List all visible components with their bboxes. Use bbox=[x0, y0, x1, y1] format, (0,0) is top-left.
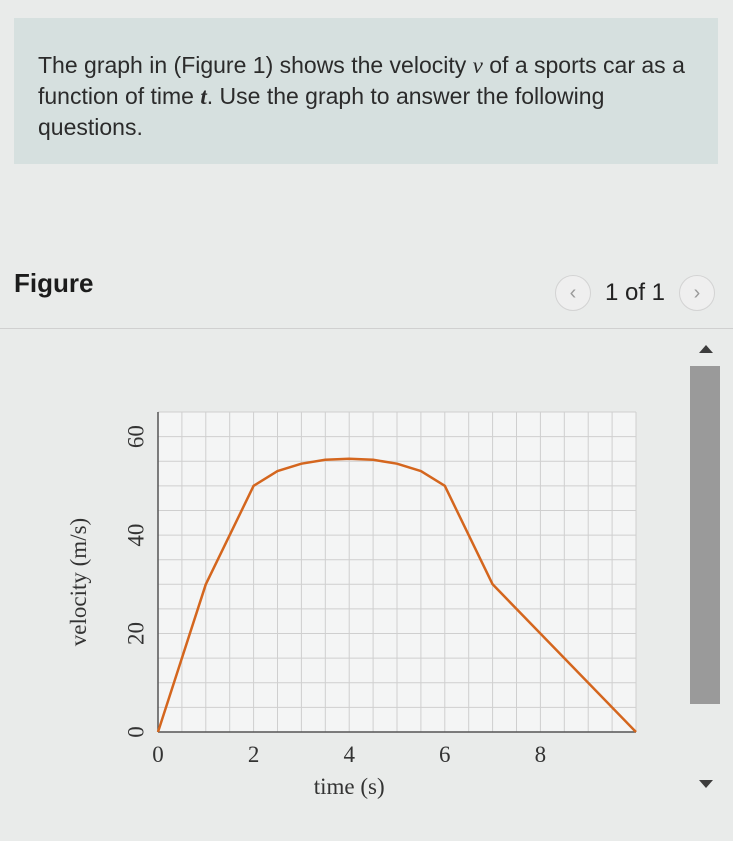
y-tick-label: 40 bbox=[123, 523, 149, 547]
x-axis-label: time (s) bbox=[313, 774, 385, 799]
chevron-left-icon: ‹ bbox=[569, 281, 577, 304]
scroll-up-arrow-icon[interactable] bbox=[699, 345, 713, 353]
x-tick-label: 4 bbox=[343, 742, 355, 767]
scroll-down-arrow-icon[interactable] bbox=[699, 780, 713, 788]
figure-counter: 1 of 1 bbox=[604, 279, 665, 306]
y-tick-label: 0 bbox=[123, 726, 149, 738]
scroll-thumb[interactable] bbox=[690, 366, 720, 704]
problem-statement-box bbox=[14, 18, 718, 164]
figure-title: Figure bbox=[14, 268, 94, 298]
y-tick-label: 20 bbox=[123, 622, 149, 646]
velocity-time-chart bbox=[0, 340, 680, 820]
previous-figure-button[interactable] bbox=[555, 275, 591, 311]
x-tick-label: 0 bbox=[152, 742, 164, 767]
x-tick-label: 2 bbox=[247, 742, 260, 767]
figure-navigation bbox=[555, 276, 715, 310]
next-figure-button[interactable] bbox=[679, 275, 715, 311]
y-tick-label: 60 bbox=[123, 425, 149, 449]
problem-text: The graph in (Figure 1) shows the velocity v of a sports car as a function of time t. Use the graph to answer the following questions. bbox=[38, 52, 685, 140]
y-axis-label: velocity (m/s) bbox=[66, 517, 91, 647]
figure-scrollbar[interactable] bbox=[685, 340, 725, 810]
x-tick-label: 6 bbox=[439, 742, 451, 767]
chevron-right-icon: › bbox=[693, 281, 701, 304]
figure-panel bbox=[0, 340, 680, 820]
x-tick-label: 8 bbox=[534, 742, 547, 767]
divider bbox=[0, 328, 733, 329]
